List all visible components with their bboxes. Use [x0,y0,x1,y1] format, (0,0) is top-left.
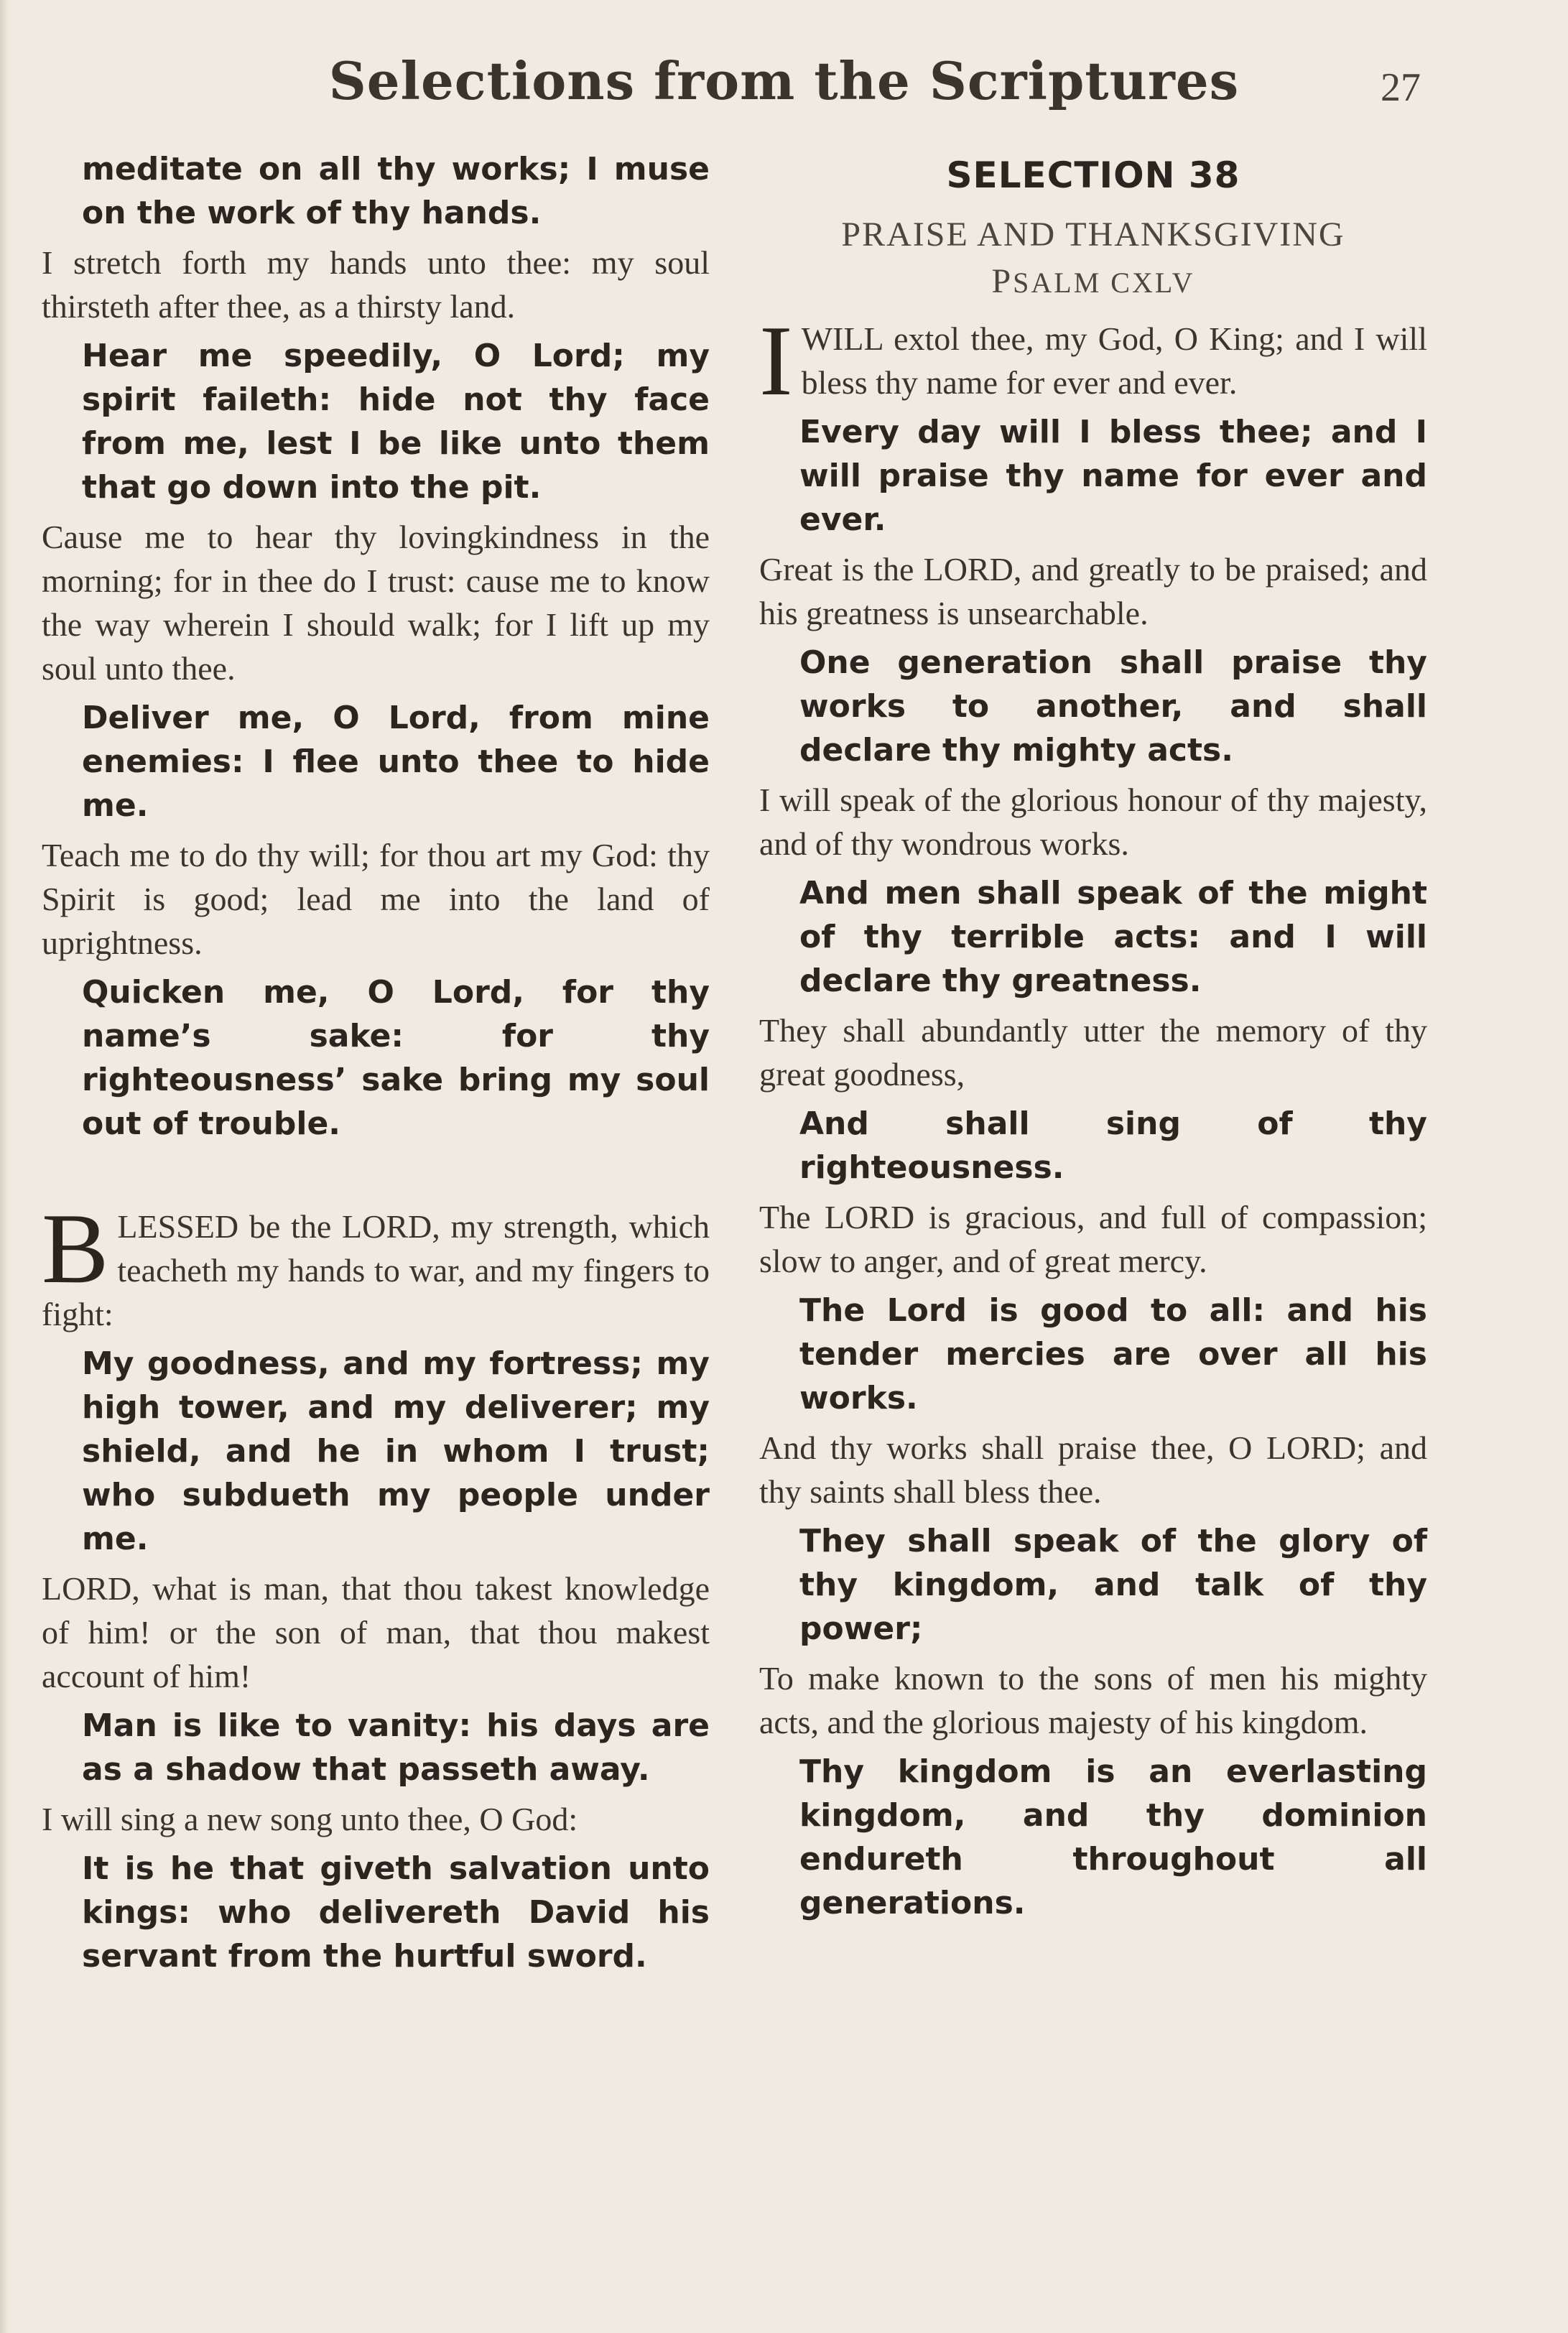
psalm-opening-verse [759,305,1427,417]
verse: To make known to the sons of men his mighty acts, and the glorious majesty of his kingdom. [759,1660,1427,1740]
verse: Deliver me, O Lord, from mine enemies: I flee unto thee to hide me. [82,700,710,824]
selection-heading: SELECTION 38 [946,154,1240,196]
selection-subheading: PRAISE AND THANKSGIVING [841,215,1345,254]
verse: meditate on all thy works; I muse on the work of thy hands. [82,151,710,231]
verse: I will speak of the glorious honour of thy majesty, and of thy wondrous works. [759,781,1427,862]
psalm-opening-verse [42,1193,710,1336]
psalm-reference: PSALM CXLV [991,262,1195,300]
verse: I stretch forth my hands unto thee: my soul thirsteth after thee, as a thirsty land. [42,244,710,325]
verse: Quicken me, O Lord, for thy name’s sake: for thy righteousness’ sake bring my soul out of trouble. [82,974,710,1142]
running-title: Selections from the Scriptures [328,50,1240,111]
left-column [42,147,710,1984]
verse: Hear me speedily, O Lord; my spirit faileth: hide not thy face from me, lest I be like unto them that go down into the pit. [82,338,710,506]
page-number: 27 [1381,65,1421,110]
verse: Man is like to vanity: his days are as a shadow that passeth away. [82,1707,710,1788]
verse: One generation shall praise thy works to another, and shall declare thy mighty acts. [799,644,1427,769]
verse: They shall abundantly utter the memory of thy great goodness, [759,1012,1427,1093]
right-column [759,147,1427,1931]
verse: And shall sing of thy righteousness. [799,1105,1427,1186]
verse: And men shall speak of the might of thy terrible acts: and I will declare thy greatness. [799,875,1427,999]
drop-cap: I [759,305,793,417]
verse: I will sing a new song unto thee, O God: [42,1801,578,1837]
page-header [0,50,1568,122]
verse: Thy kingdom is an everlasting kingdom, and thy dominion endureth throughout all generations. [799,1753,1427,1921]
verse: It is he that giveth salvation unto kings: who delivereth David his servant from the hurtful sword. [82,1850,710,1975]
verse: They shall speak of the glory of thy kingdom, and talk of thy power; [799,1523,1427,1647]
page-binding-edge [0,0,10,2333]
verse: Cause me to hear thy lovingkindness in the morning; for in thee do I trust: cause me to know the way wherein I should walk; for I lift up my soul unto thee. [42,519,710,687]
verse: The Lord is good to all: and his tender mercies are over all his works. [799,1292,1427,1416]
verse: My goodness, and my fortress; my high tower, and my deliverer; my shield, and he in whom I trust; who subdueth my people under me. [82,1345,710,1557]
section-divider-space [42,1151,710,1195]
verse: The LORD is gracious, and full of compassion; slow to anger, and of great mercy. [759,1199,1427,1279]
verse: Every day will I bless thee; and I will praise thy name for ever and ever. [799,414,1427,538]
drop-cap: B [42,1193,109,1304]
verse: Teach me to do thy will; for thou art my God: thy Spirit is good; lead me into the land of uprightness. [42,837,710,961]
opening-text: WILL extol thee, my God, O King; and I will bless thy name for ever and ever. [801,320,1427,401]
verse: LORD, what is man, that thou takest knowledge of him! or the son of man, that thou makest account of him! [42,1570,710,1694]
verse: And thy works shall praise thee, O LORD; and thy saints shall bless thee. [759,1429,1427,1510]
verse: Great is the LORD, and greatly to be praised; and his greatness is unsearchable. [759,551,1427,631]
opening-text: LESSED be the LORD, my strength, which teacheth my hands to war, and my fingers to fight: [42,1208,710,1332]
